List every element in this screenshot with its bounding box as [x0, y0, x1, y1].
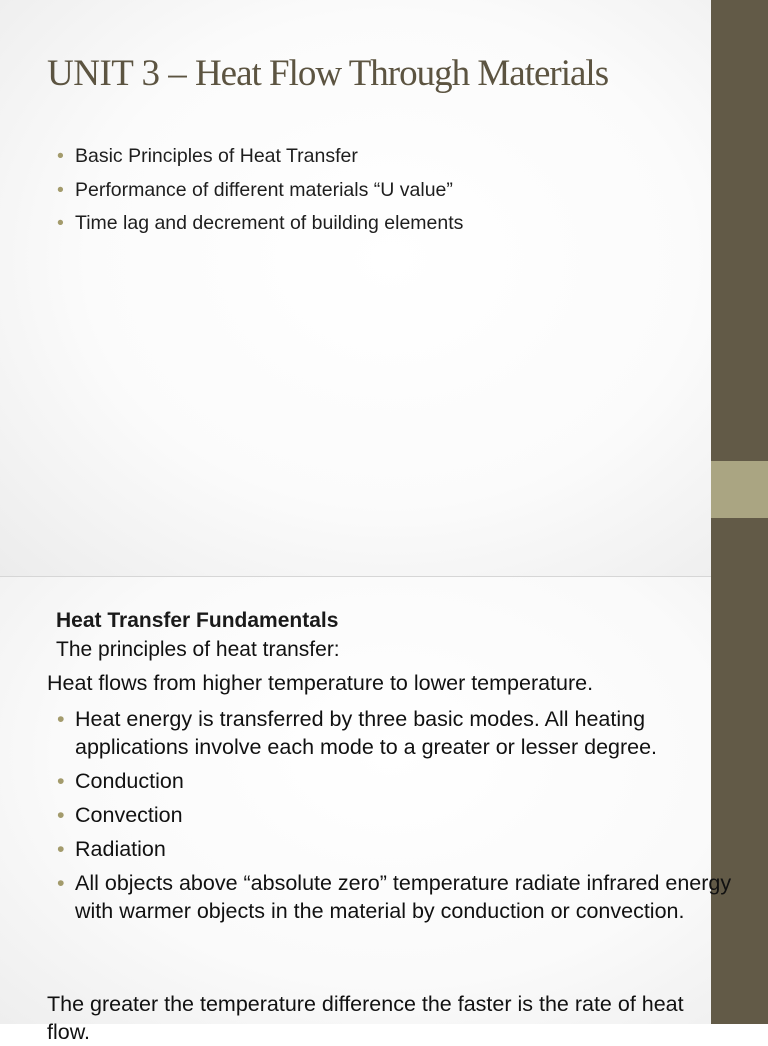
bullet-icon: •	[57, 178, 64, 201]
bullet-text: Basic Principles of Heat Transfer	[75, 145, 358, 167]
bullet-icon: •	[57, 769, 65, 793]
temperature-difference-text: The greater the temperature difference the faster is the rate of heat flow.	[47, 992, 684, 1044]
intro-text: The principles of heat transfer:	[56, 638, 340, 661]
bullet-text: Heat energy is transferred by three basic modes. All heating applications involve each mode to a greater or lesser degree.	[75, 707, 658, 759]
bullet-text: All objects above “absolute zero” temperature radiate infrared energy with warmer objects in the material by conduction or convection.	[75, 871, 732, 923]
bullet-text: Time lag and decrement of building elements	[75, 212, 464, 234]
heat-flow-statement: Heat flows from higher temperature to lower temperature.	[47, 671, 594, 695]
bullet-item	[57, 767, 737, 795]
bullet-icon: •	[57, 707, 65, 731]
slide-2-bullet-list	[57, 705, 737, 931]
bullet-text: Conduction	[75, 769, 184, 793]
section-heading: Heat Transfer Fundamentals	[56, 609, 339, 632]
bullet-text: Radiation	[75, 837, 166, 861]
bullet-item	[57, 705, 737, 761]
title-topic: Heat Flow Through Materials	[194, 53, 609, 94]
bullet-item	[57, 869, 737, 925]
bullet-text: Convection	[75, 803, 183, 827]
bullet-icon: •	[57, 803, 65, 827]
bullet-icon: •	[57, 837, 65, 861]
bullet-icon: •	[57, 145, 64, 167]
bullet-text: Performance of different materials “U value”	[75, 178, 453, 201]
bullet-icon: •	[57, 212, 64, 234]
bullet-icon: •	[57, 871, 65, 895]
bullet-item	[57, 801, 737, 829]
title-unit: UNIT 3 –	[47, 53, 195, 94]
bullet-item	[57, 835, 737, 863]
